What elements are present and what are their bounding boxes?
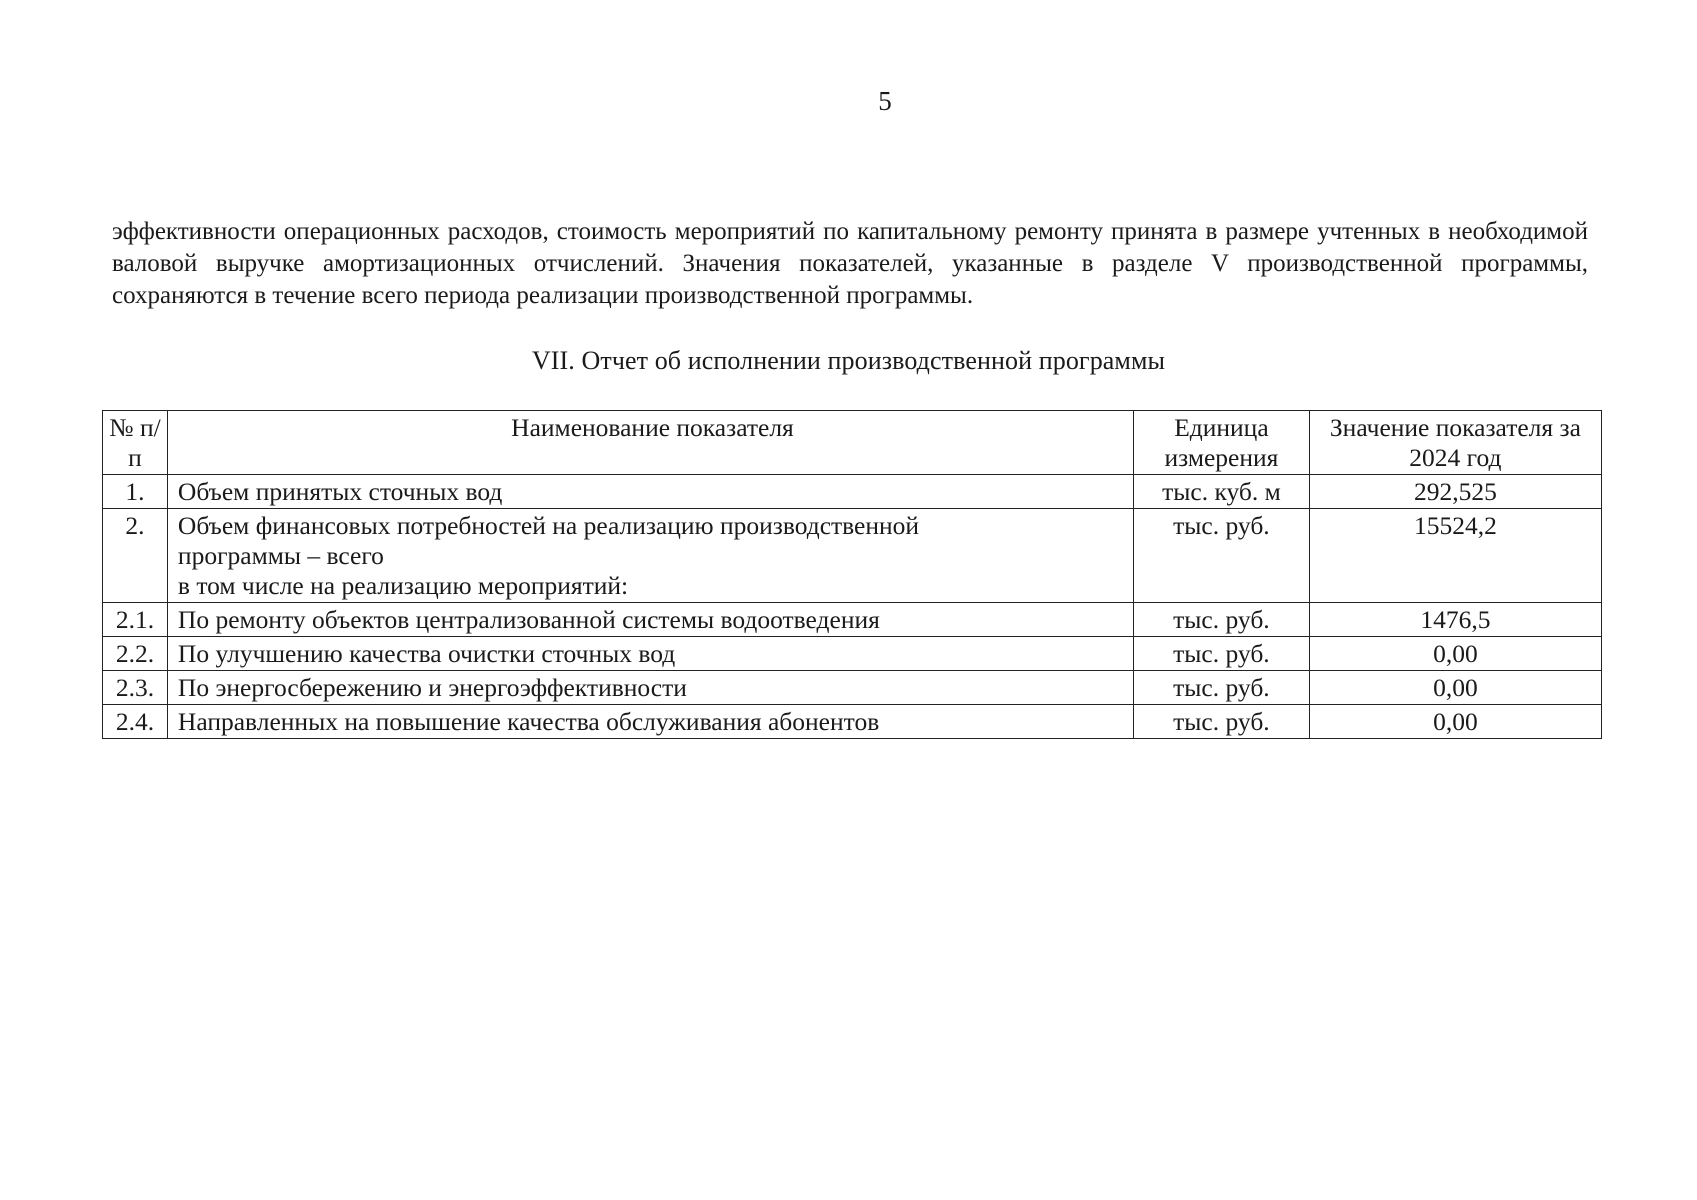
- row-num: 2.2.: [103, 637, 168, 671]
- row-unit: тыс. руб.: [1134, 637, 1310, 671]
- report-table: [102, 410, 1602, 739]
- row-num: 2.4.: [103, 705, 168, 739]
- row-num: 2.3.: [103, 671, 168, 705]
- table-row: [103, 637, 1602, 671]
- row-name-sub: в том числе на реализацию мероприятий:: [177, 571, 629, 600]
- row-name: По улучшению качества очистки сточных вод: [167, 637, 1133, 671]
- row-num: 1.: [103, 475, 168, 509]
- row-unit: тыс. руб.: [1134, 509, 1310, 603]
- intro-paragraph: эффективности операционных расходов, стоимость мероприятий по капитальному ремонту принята в размере учтенных в необходимой валовой выручке амортизационных отчислений. Значения показателей, указанные в разделе V производственной программы, сохраняются в течение всего периода реализации производственной программы.: [112, 218, 1588, 309]
- row-value: 1476,5: [1309, 603, 1601, 637]
- row-name: Объем финансовых потребностей на реализацию производственной программы – всего: [177, 511, 920, 570]
- row-name-group: [167, 509, 1133, 603]
- page-number: 5: [878, 86, 892, 116]
- row-unit: тыс. руб.: [1134, 705, 1310, 739]
- row-unit: тыс. куб. м: [1134, 475, 1310, 509]
- row-unit: тыс. руб.: [1134, 603, 1310, 637]
- table-row: [103, 509, 1602, 603]
- table-row: [103, 603, 1602, 637]
- table-row: [103, 475, 1602, 509]
- row-num: 2.1.: [103, 603, 168, 637]
- table-row: [103, 705, 1602, 739]
- table-header-row: [103, 411, 1602, 475]
- row-value: 292,525: [1309, 475, 1601, 509]
- header-name: Наименование показателя: [167, 411, 1133, 475]
- header-unit: Единица измерения: [1134, 411, 1310, 475]
- row-name: Объем принятых сточных вод: [167, 475, 1133, 509]
- row-name: По ремонту объектов централизованной системы водоотведения: [167, 603, 1133, 637]
- table-row: [103, 671, 1602, 705]
- header-value: Значение показателя за 2024 год: [1309, 411, 1601, 475]
- section-title: VII. Отчет об исполнении производственной программы: [531, 346, 1166, 375]
- row-unit: тыс. руб.: [1134, 671, 1310, 705]
- row-value: 0,00: [1309, 671, 1601, 705]
- row-value: 0,00: [1309, 705, 1601, 739]
- row-value: 15524,2: [1309, 509, 1601, 603]
- row-num: 2.: [103, 509, 168, 603]
- row-name: Направленных на повышение качества обслуживания абонентов: [167, 705, 1133, 739]
- header-num: № п/п: [103, 411, 168, 475]
- row-name: По энергосбережению и энергоэффективности: [167, 671, 1133, 705]
- row-value: 0,00: [1309, 637, 1601, 671]
